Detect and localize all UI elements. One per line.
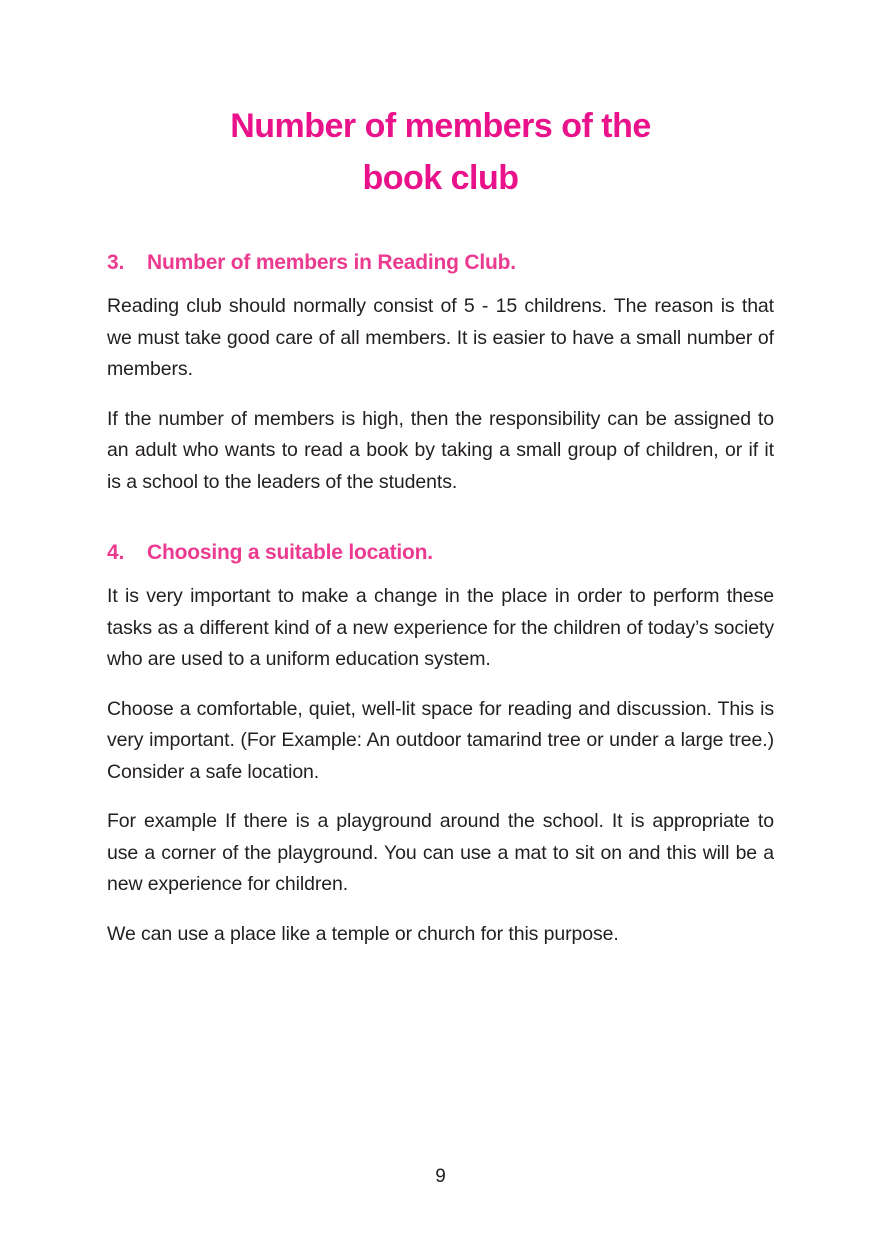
section-heading-number: 3. (107, 251, 125, 274)
page-title (107, 100, 774, 204)
paragraph: We can use a place like a temple or church for this purpose. (107, 922, 619, 945)
paragraph: It is very important to make a change in the place in order to perform these tasks as a different kind of a new experience for the children of today’s society who are used to a uniform education system. (107, 585, 774, 670)
section-number-of-members (107, 250, 774, 498)
page-title-line-1: Number of members of the (230, 107, 651, 145)
section-choosing-location (107, 540, 774, 950)
section-heading-text: Number of members in Reading Club. (147, 251, 516, 274)
paragraph: Choose a comfortable, quiet, well-lit space for reading and discussion. This is very important. (For Example: An outdoor tamarind tree or under a large tree.) Consider a safe location. (107, 697, 774, 783)
section-heading (107, 250, 774, 276)
page-number: 9 (435, 1166, 446, 1187)
paragraph: For example If there is a playground around the school. It is appropriate to use a corner of the playground. You can use a mat to sit on and this will be a new experience for children. (107, 810, 774, 895)
section-heading-text: Choosing a suitable location. (147, 541, 433, 564)
paragraph: Reading club should normally consist of 5 - 15 childrens. The reason is that we must take good care of all members. It is easier to have a small number of members. (107, 295, 774, 380)
section-heading-number: 4. (107, 541, 125, 564)
section-heading (107, 540, 774, 566)
page-title-line-2: book club (362, 159, 519, 197)
page-content (107, 0, 774, 950)
paragraph: If the number of members is high, then the responsibility can be assigned to an adult who wants to read a book by taking a small group of children, or if it is a school to the leaders of the students. (107, 407, 774, 493)
